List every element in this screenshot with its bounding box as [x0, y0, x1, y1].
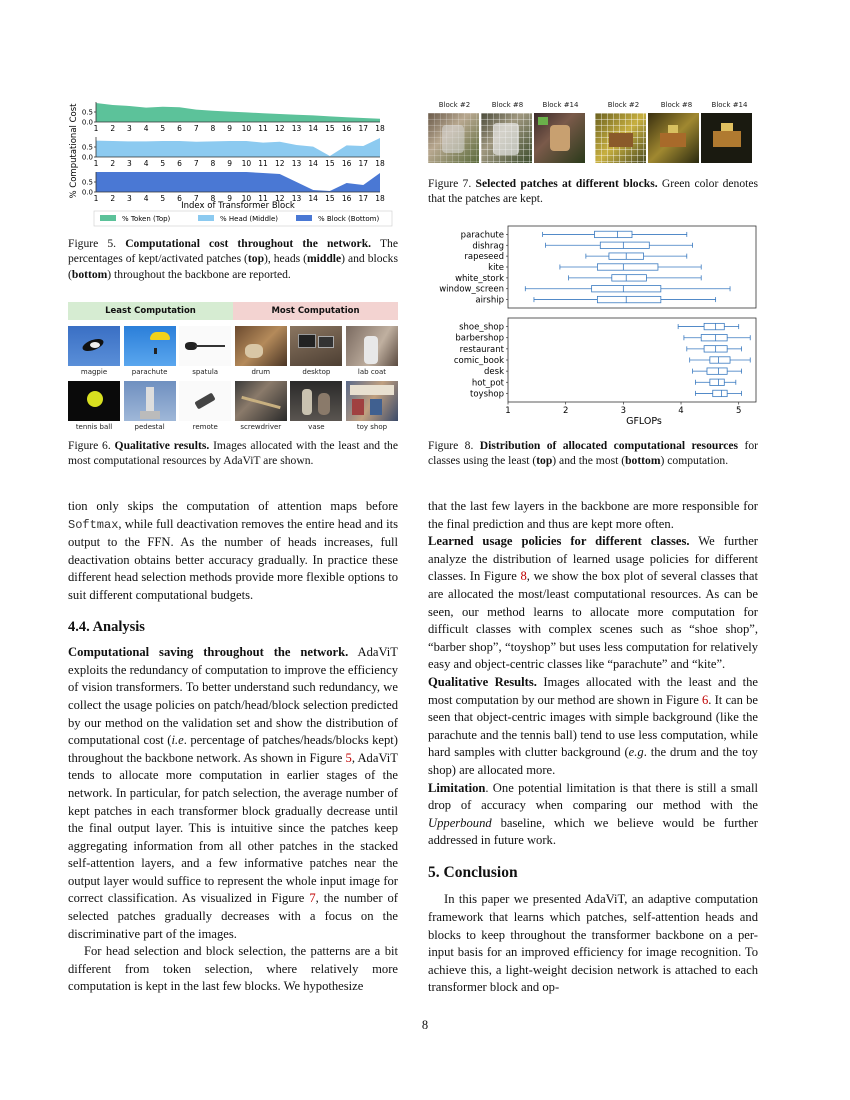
category-label: parachute [460, 230, 504, 241]
y-tick-label: 0.5 [81, 108, 93, 117]
y-tick-label: 0.0 [81, 188, 93, 197]
box-airship [534, 296, 716, 302]
x-tick-label: 3 [127, 124, 132, 133]
category-label: hot_pot [471, 378, 504, 389]
box-iqr [612, 275, 647, 281]
qualitative-row-1 [68, 326, 398, 377]
caption-label: Figure 8. [428, 439, 474, 452]
thumb-tennis-ball: tennis ball [68, 381, 120, 432]
legend-label: % Block (Bottom) [318, 215, 380, 223]
category-label: dishrag [472, 241, 504, 252]
x-tick-label: 2 [562, 406, 569, 416]
box-comic_book [690, 357, 751, 363]
box-iqr [597, 296, 660, 302]
thumb-drum: drum [235, 326, 287, 377]
box-iqr [710, 379, 724, 385]
page-number: 8 [421, 1018, 429, 1032]
x-tick-label: 1 [93, 159, 99, 168]
x-tick-label: 6 [177, 194, 182, 203]
x-tick-label: 18 [375, 124, 385, 133]
box-iqr [600, 242, 649, 248]
caption-text: Images allocated with the least and the most computational resources by AdaViT are shown. [68, 439, 399, 468]
x-tick-label: 17 [358, 194, 369, 203]
caption-title: Computational cost throughout the network. [125, 237, 372, 250]
patch-image-a-block14 [534, 113, 585, 163]
softmax-code: Softmax [68, 517, 119, 532]
x-tick-label: 12 [274, 194, 285, 203]
box-rapeseed [586, 253, 687, 259]
x-tick-label: 2 [110, 124, 116, 133]
x-tick-label: 16 [341, 159, 352, 168]
x-tick-label: 15 [325, 159, 335, 168]
box-toyshop [695, 390, 741, 396]
box-desk [693, 368, 742, 374]
x-tick-label: 4 [678, 406, 684, 416]
figure-7-images [428, 113, 758, 163]
x-tick-label: 5 [160, 124, 166, 133]
paragraph: Learned usage policies for different classes. We further analyze the distribution of learned usage policies for different classes. In Figure 8, we show the box plot of several classes that are allocated the most/least computational resources. As can be seen, our method learns to allocate more computation for difficult classes with complex scenes such as “shoe shop”, “barber shop”, “toyshop” but uses less computation for relatively easy and object-centric classes like “parachute” and “kite”. [428, 534, 758, 672]
category-label: restaurant [459, 344, 504, 355]
thumb-toy-shop: toy shop [346, 381, 398, 432]
box-iqr [597, 264, 658, 270]
category-label: rapeseed [464, 252, 504, 263]
box-iqr [707, 368, 727, 374]
thumb-spatula: spatula [179, 326, 231, 377]
qualitative-row-2 [68, 381, 398, 432]
category-label: desk [484, 367, 504, 378]
x-tick-label: 7 [193, 159, 199, 168]
caption-text: Green color denotes that the patches are kept. [428, 177, 758, 206]
y-tick-label: 0.0 [81, 118, 93, 127]
box-iqr [595, 231, 632, 237]
x-tick-label: 11 [258, 159, 268, 168]
qualitative-header [68, 302, 398, 320]
legend-label: % Token (Top) [122, 215, 171, 223]
x-tick-label: 15 [325, 194, 335, 203]
patch-image-a-block8 [481, 113, 532, 163]
thumb-vase: vase [290, 381, 342, 432]
figure-5 [68, 98, 398, 235]
box-parachute [543, 231, 687, 237]
patch-image-b-block2 [595, 113, 646, 163]
x-tick-label: 11 [258, 124, 268, 133]
box-iqr [701, 335, 727, 341]
x-tick-label: 1 [93, 194, 99, 203]
section-heading-analysis: 4.4. Analysis [68, 618, 145, 635]
category-label: shoe_shop [459, 322, 504, 333]
figure-ref-link[interactable]: 5 [345, 750, 352, 765]
x-tick-label: 12 [274, 124, 285, 133]
box-kite [560, 264, 701, 270]
x-axis-label: GFLOPs [626, 416, 662, 426]
right-column-text [428, 498, 758, 997]
x-tick-label: 13 [291, 159, 302, 168]
box-iqr [592, 286, 661, 292]
thumb-magpie: magpie [68, 326, 120, 377]
box-white_stork [569, 275, 702, 281]
legend-label: % Head (Middle) [220, 215, 278, 223]
x-tick-label: 10 [241, 194, 252, 203]
x-tick-label: 4 [143, 159, 149, 168]
thumb-screwdriver: screwdriver [235, 381, 287, 432]
category-label: barbershop [455, 333, 504, 344]
thumb-desktop: desktop [290, 326, 342, 377]
x-tick-label: 17 [358, 159, 369, 168]
area-series-1 [96, 103, 380, 122]
patch-image-b-block8 [648, 113, 699, 163]
area-series-2 [96, 138, 380, 157]
x-tick-label: 10 [241, 124, 252, 133]
x-tick-label: 15 [325, 124, 335, 133]
box-window_screen [525, 286, 730, 292]
x-tick-label: 6 [177, 159, 182, 168]
x-tick-label: 6 [177, 124, 182, 133]
x-tick-label: 7 [193, 124, 199, 133]
x-tick-label: 17 [358, 124, 369, 133]
least-computation-header: Least Computation [68, 302, 233, 320]
x-tick-label: 8 [210, 124, 216, 133]
category-label: kite [488, 263, 504, 273]
x-tick-label: 4 [143, 124, 149, 133]
axes-frame [508, 226, 756, 308]
legend [94, 211, 392, 226]
category-label: window_screen [439, 284, 504, 295]
legend-swatch [100, 215, 116, 221]
thumb-lab-coat: lab coat [346, 326, 398, 377]
x-tick-label: 14 [308, 194, 318, 203]
x-tick-label: 5 [160, 194, 166, 203]
caption-title: Distribution of allocated computational resources [479, 439, 739, 452]
x-tick-label: 11 [258, 194, 268, 203]
x-tick-label: 2 [110, 194, 116, 203]
figure-8 [428, 224, 758, 431]
x-tick-label: 3 [127, 194, 132, 203]
caption-title: Qualitative results. [114, 439, 210, 452]
figure-6-caption [68, 438, 398, 469]
x-tick-label: 16 [341, 194, 352, 203]
x-tick-label: 14 [308, 124, 318, 133]
caption-label: Figure 5. [68, 237, 117, 250]
box-hot_pot [695, 379, 735, 385]
left-column-text [68, 498, 398, 996]
category-label: white_stork [455, 273, 504, 284]
x-tick-label: 3 [620, 406, 627, 416]
x-tick-label: 18 [375, 194, 385, 203]
x-tick-label: 9 [227, 159, 233, 168]
y-tick-label: 0.5 [81, 178, 93, 187]
patch-image-b-block14 [701, 113, 752, 163]
x-tick-label: 18 [375, 159, 385, 168]
y-axis-label: % Computational Cost [69, 103, 79, 199]
category-label: toyshop [470, 389, 504, 400]
thumb-pedestal: pedestal [124, 381, 176, 432]
x-tick-label: 2 [110, 159, 116, 168]
box-iqr [710, 357, 730, 363]
x-tick-label: 3 [127, 159, 132, 168]
x-tick-label: 9 [227, 124, 233, 133]
legend-swatch [296, 215, 312, 221]
x-tick-label: 1 [93, 124, 99, 133]
box-iqr [704, 323, 724, 329]
figure-5-caption [68, 236, 398, 282]
patch-image-a-block2 [428, 113, 479, 163]
paragraph: Computational saving throughout the network. AdaViT exploits the redundancy of computation to improve the efficiency of vision transformers. To better understand such redundancy, we collect the usage policies on patch/head/block selection predicted by our method on the validation set and show the distribution of computational cost (i.e. percentage of patches/heads/blocks kept) throughout the backbone network. As shown in Figure 5, AdaViT tends to allocate more computation in earlier stages of the network. In particular, for patch selection, the average number of kept patches in each transformer block gradually decrease until the final output layer. This is intuitive since the patches keep aggregating information from all other patches in the stacked self-attention layers, and a few informative patches near the output layer would suffice to represent the whole input image for correct classification. As visualized in Figure 7, the number of selected patches gradually decreases with a focus on the discriminative part of the images. [68, 645, 398, 941]
x-tick-label: 16 [341, 124, 352, 133]
x-axis-label: Index of Transformer Block [181, 201, 295, 211]
paragraph: In this paper we presented AdaViT, an adaptive computation framework that learns which patches, self-attention heads and blocks to keep throughout the transformer backbone on a per-input basis for an improved efficiency for image recognition. To achieve this, a light-weight decision network is attached to each transformer block and op- [428, 892, 758, 995]
legend-swatch [198, 215, 214, 221]
category-label: comic_book [453, 356, 504, 366]
figure-7-caption [428, 176, 758, 207]
box-shoe_shop [678, 323, 739, 329]
box-dishrag [545, 242, 692, 248]
most-computation-header: Most Computation [233, 302, 398, 320]
figure-6 [68, 302, 398, 432]
caption-text: The percentages of kept/activated patches (top), heads (middle) and blocks (bottom) throughout the backbone are reported. [68, 237, 398, 281]
x-tick-label: 13 [291, 124, 302, 133]
figure-ref-link[interactable]: 6 [702, 692, 709, 707]
x-tick-label: 4 [143, 194, 149, 203]
paragraph: For head selection and block selection, the patterns are a bit different from token selection, where relatively more computation is kept in the last few blocks. We hypothesize [68, 944, 398, 994]
box-barbershop [684, 335, 750, 341]
box-restaurant [687, 346, 742, 352]
x-tick-label: 10 [241, 159, 252, 168]
figure-8-chart [428, 224, 758, 426]
paragraph: that the last few layers in the backbone are more responsible for the final prediction and thus are kept more often. [428, 499, 758, 531]
x-tick-label: 14 [308, 159, 318, 168]
x-tick-label: 5 [735, 406, 742, 416]
category-label: airship [475, 295, 504, 306]
paragraph: tion only skips the computation of attention maps before Softmax, while full deactivation removes the entire head and its output to the FFN. As the number of heads increases, full deactivation obtains better accuracy gradually. In practice these different head selection methods provide more flexible options to suit different computational budgets. [68, 499, 398, 602]
caption-label: Figure 7. [428, 177, 472, 190]
paragraph: Limitation. One potential limitation is that there is still a small drop of accuracy when comparing our method with the Upperbound baseline, which we believe would be further addressed in future work. [428, 780, 758, 848]
x-tick-label: 7 [193, 194, 199, 203]
figure-5-chart [68, 98, 398, 230]
box-iqr [713, 390, 727, 396]
figure-8-caption: Figure 8. Distribution of allocated computational resources for classes using the least (top) and the most (bottom) computation. [428, 439, 758, 468]
y-tick-label: 0.0 [81, 153, 93, 162]
x-tick-label: 12 [274, 159, 285, 168]
thumb-remote: remote [179, 381, 231, 432]
y-tick-label: 0.5 [81, 143, 93, 152]
section-heading-conclusion: 5. Conclusion [428, 863, 518, 881]
x-tick-label: 1 [505, 406, 511, 416]
thumb-parachute: parachute [124, 326, 176, 377]
paragraph: Qualitative Results. Images allocated with the least and the most computation by our method are shown in Figure 6. It can be seen that object-centric images with simple background (like the parachute and the tennis ball) tend to use less computation, while hard samples with clutter background (e.g. the drum and the toy shop) are allocated more. [428, 674, 758, 777]
area-series-3 [96, 172, 380, 192]
caption-label: Figure 6. [68, 439, 111, 452]
x-tick-label: 13 [291, 194, 302, 203]
caption-title: Selected patches at different blocks. [475, 177, 658, 190]
x-tick-label: 9 [227, 194, 233, 203]
x-tick-label: 5 [160, 159, 166, 168]
figure-ref-link[interactable]: 7 [309, 891, 316, 906]
figure-ref-link[interactable]: 8 [520, 569, 527, 584]
figure-7-labels: Block #2 Block #8 Block #14 Block #2 Block #8 Block #14 [438, 101, 748, 109]
x-tick-label: 8 [210, 194, 216, 203]
figure-7 [428, 101, 758, 163]
x-tick-label: 8 [210, 159, 216, 168]
